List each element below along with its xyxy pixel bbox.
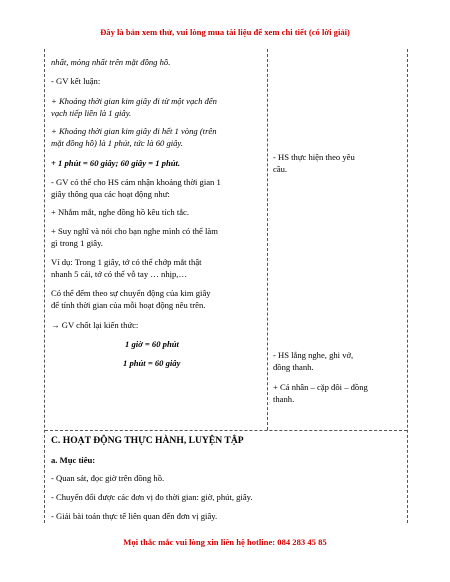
student-line: + Cá nhân – cặp đôi – đồng bbox=[273, 382, 368, 392]
teacher-line: - GV kết luận: bbox=[51, 76, 101, 86]
student-line: - HS thực hiện theo yêu bbox=[273, 152, 355, 162]
lesson-table bbox=[44, 49, 408, 523]
teacher-line: để tính thời gian của mỗi hoạt động nêu trên. bbox=[51, 300, 206, 310]
student-line: - HS lắng nghe, ghi vở, bbox=[273, 350, 354, 360]
student-line: cầu. bbox=[273, 164, 288, 174]
teacher-line: mặt đồng hồ) là 1 phút, tức là 60 giây. bbox=[51, 138, 183, 148]
section-title: C. HOẠT ĐỘNG THỰC HÀNH, LUYỆN TẬP bbox=[51, 435, 244, 446]
goal-label: a. Mục tiêu: bbox=[51, 455, 96, 465]
formula-line: 1 phút = 60 giây bbox=[123, 358, 181, 368]
row-divider bbox=[45, 430, 407, 431]
teacher-line: giây thông qua các hoạt động như: bbox=[51, 189, 170, 199]
teacher-line: nhất, mỏng nhất trên mặt đồng hồ. bbox=[51, 57, 171, 67]
teacher-line: + Suy nghĩ và nói cho bạn nghe mình có thể làm bbox=[51, 226, 218, 236]
teacher-line: + Nhắm mắt, nghe đồng hồ kêu tích tắc. bbox=[51, 207, 190, 217]
student-line: thanh. bbox=[273, 394, 295, 404]
teacher-line: + Khoảng thời gian kim giây đi từ một vạch đến bbox=[51, 96, 217, 106]
teacher-line: vạch tiếp liền là 1 giây. bbox=[51, 108, 132, 118]
teacher-line: → GV chốt lại kiến thức: bbox=[51, 320, 139, 330]
goal-item: - Chuyển đổi được các đơn vị đo thời gian: giờ, phút, giây. bbox=[51, 492, 253, 502]
teacher-line: nhanh 5 cái, tớ có thể vỗ tay … nhịp,… bbox=[51, 269, 188, 279]
hotline-banner: Mọi thắc mắc vui lòng xin liên hệ hotline: 084 283 45 85 bbox=[123, 537, 327, 547]
teacher-line: - GV có thể cho HS cảm nhận khoảng thời gian 1 bbox=[51, 177, 221, 187]
teacher-line: + Khoảng thời gian kim giây đi hết 1 vòng (trên bbox=[51, 126, 217, 136]
teacher-line: gì trong 1 giây. bbox=[51, 238, 103, 248]
preview-banner: Đây là bản xem thử, vui lòng mua tài liệu để xem chi tiết (có lời giải) bbox=[100, 27, 350, 37]
student-line: đồng thanh. bbox=[273, 362, 314, 372]
goal-item: - Giải bài toán thực tế liên quan đến đơn vị giây. bbox=[51, 511, 218, 521]
teacher-line: + 1 phút = 60 giây; 60 giây = 1 phút. bbox=[51, 158, 181, 168]
goal-item: - Quan sát, đọc giờ trên đồng hồ. bbox=[51, 473, 165, 483]
formula-line: 1 giờ = 60 phút bbox=[125, 339, 179, 349]
teacher-line: Ví dụ: Trong 1 giây, tớ có thể chớp mắt thật bbox=[51, 257, 202, 267]
column-divider bbox=[267, 49, 268, 430]
teacher-line: Có thể đếm theo sự chuyển động của kim giây bbox=[51, 288, 211, 298]
